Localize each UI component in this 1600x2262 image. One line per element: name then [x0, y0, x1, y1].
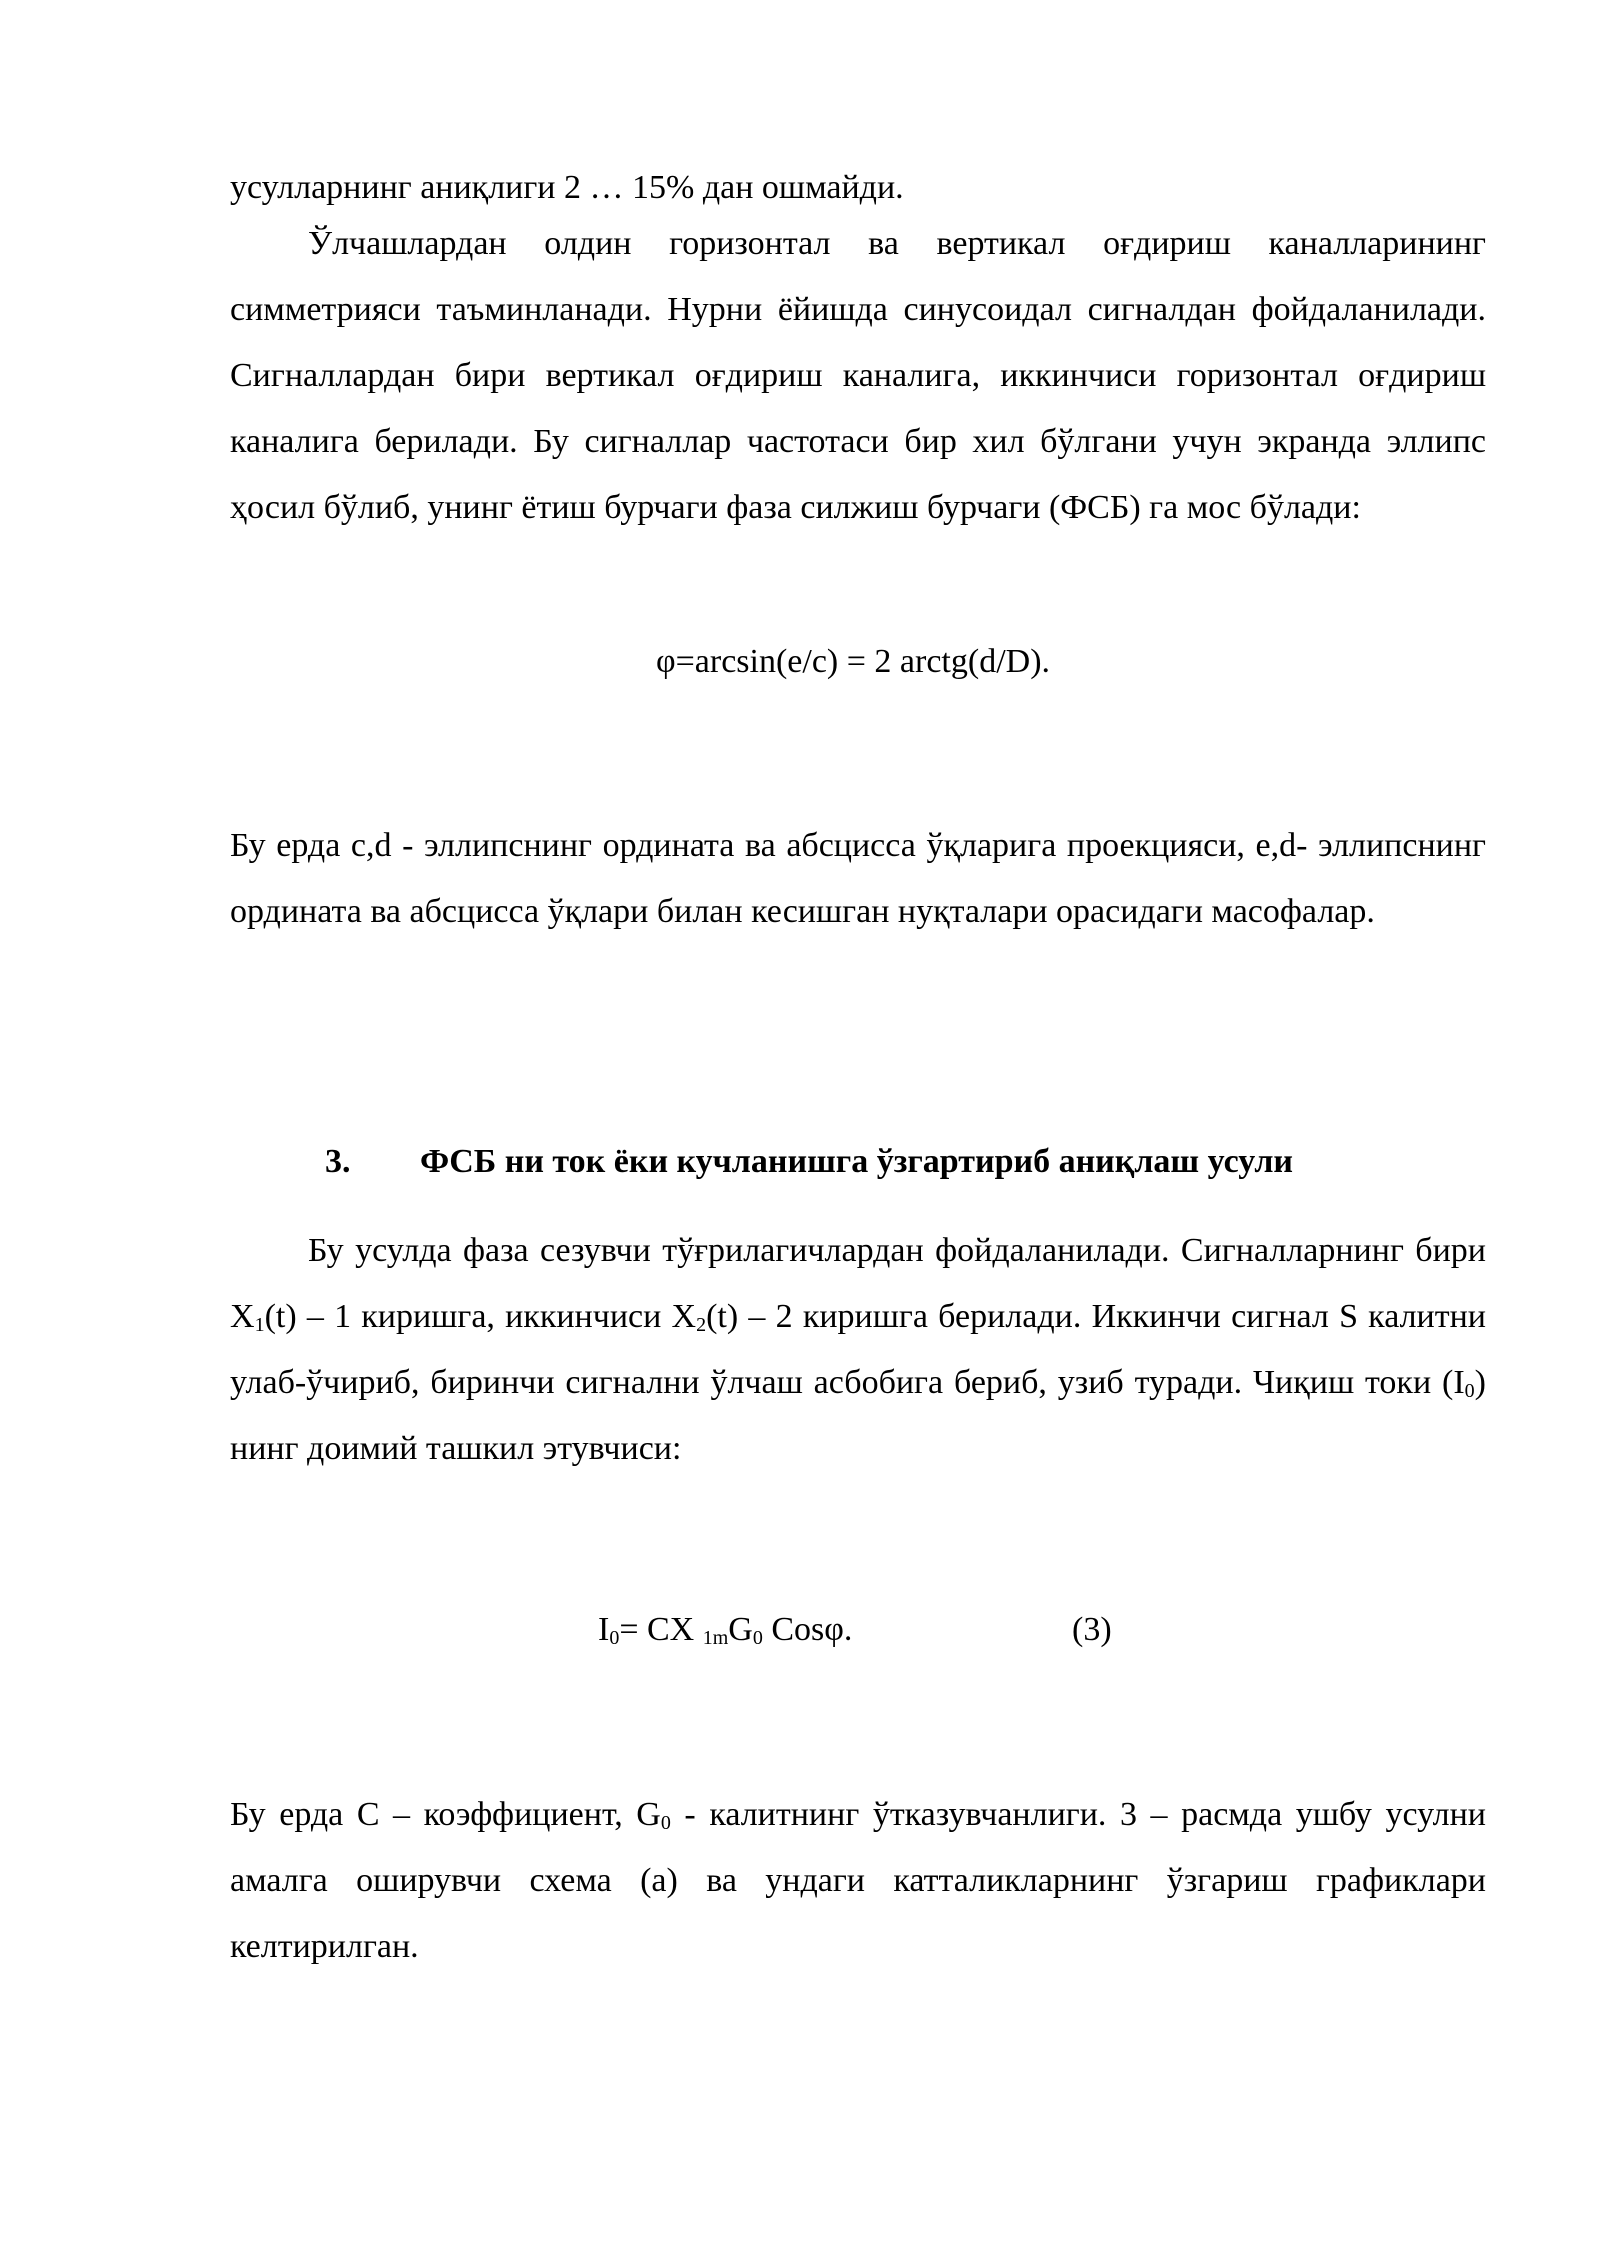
formula-number: (3)	[1072, 1611, 1112, 1648]
p5-subscript-1: 0	[660, 1812, 671, 1834]
formula2-part-d: Cosφ.	[762, 1611, 853, 1648]
paragraph-continuation: усулларнинг аниқлиги 2 … 15% дан ошмайди.	[230, 169, 904, 206]
section-title: ФСБ ни ток ёки кучланишга ўзгартириб аниқлаш усули	[420, 1143, 1294, 1180]
p5-text-2: - калитнинг ўтказувчанлиги. 3 – расмда ушбу усулни амалга оширувчи схема (а) ва ундаги катталикларнинг ўзгариш графиклари келтирилган.	[230, 1796, 1486, 1965]
p4-subscript-1: 1	[254, 1314, 265, 1336]
formula-phase-angle: φ=arcsin(e/c) = 2 arctg(d/D).	[656, 643, 1051, 680]
formula2-part-b: = CX	[619, 1611, 703, 1648]
p4-subscript-2: 2	[696, 1314, 707, 1336]
section-number: 3.	[325, 1143, 351, 1180]
p4-text-1: Бу усулда фаза сезувчи тўғрилагичлардан фойдаланилади. Сигналларнинг бири X	[230, 1232, 1486, 1335]
formula2-sub-a: 0	[609, 1627, 620, 1649]
formula2-part-c: G	[728, 1611, 753, 1648]
formula2-part-a: I	[598, 1611, 610, 1648]
formula-output-current	[598, 1610, 852, 1650]
formula2-sub-c: 0	[752, 1627, 763, 1649]
paragraph-coefficients	[230, 1782, 1486, 1980]
p4-text-2: (t) – 1 киришга, иккинчиси X	[264, 1298, 697, 1335]
paragraph-calibration: Ўлчашлардан олдин горизонтал ва вертикал оғдириш каналларининг симметрияси таъминланади. Нурни ёйишда синусоидал сигналдан фойдаланилади. Сигналлардан бири вертикал оғдириш каналига, иккинчиси горизонтал оғдириш каналига берилади. Бу сигналлар частотаси бир хил бўлгани учун экранда эллипс ҳосил бўлиб, унинг ётиш бурчаги фаза силжиш бурчаги (ФСБ) га мос бўлади:	[230, 225, 1486, 526]
paragraph-method-description	[230, 1218, 1486, 1482]
p5-text-1: Бу ерда С – коэффициент, G	[230, 1796, 661, 1833]
p4-subscript-3: 0	[1464, 1380, 1475, 1402]
formula2-sub-b: 1m	[702, 1627, 729, 1649]
paragraph-ellipse-definitions: Бу ерда c,d - эллипснинг ордината ва абсцисса ўқларига проекцияси, e,d- эллипснинг ордината ва абсцисса ўқлари билан кесишган нуқталари орасидаги масофалар.	[230, 827, 1486, 930]
p4-text-3: (t) – 2 киришга берилади. Иккинчи сигнал S калитни улаб-ўчириб, биринчи сигнални ўлчаш асбобига бериб, узиб туради. Чиқиш токи (I	[230, 1298, 1486, 1401]
p4-text-4: ) нинг доимий ташкил этувчиси:	[230, 1364, 1486, 1467]
